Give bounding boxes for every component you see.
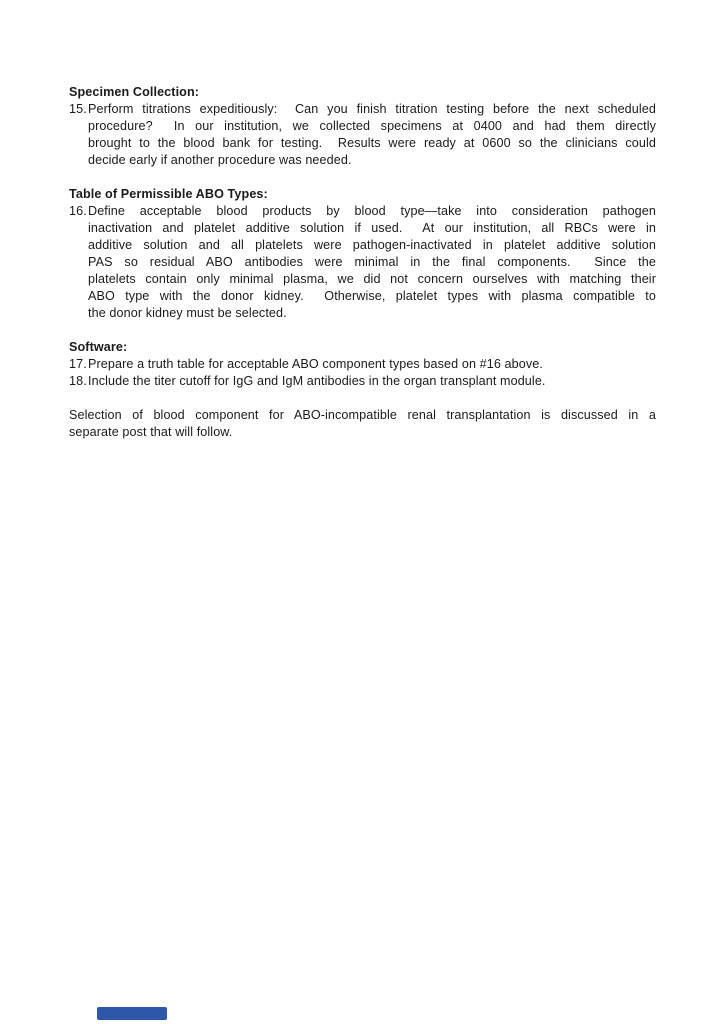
item-number: 18. (69, 374, 87, 388)
document-body (69, 84, 656, 441)
text-line: brought to the blood bank for testing. Results were ready at 0600 so the clinicians could (88, 136, 656, 150)
item-number: 17. (69, 357, 87, 371)
list-item (69, 373, 656, 390)
text-line: procedure? In our institution, we collected specimens at 0400 and had them directly (88, 119, 656, 133)
list-item (69, 356, 656, 373)
item-number: 16. (69, 204, 87, 218)
text-line: Prepare a truth table for acceptable ABO component types based on #16 above. (88, 357, 543, 371)
text-line: Include the titer cutoff for IgG and IgM antibodies in the organ transplant module. (88, 374, 546, 388)
section-heading: Table of Permissible ABO Types: (69, 187, 268, 201)
text-line: separate post that will follow. (69, 425, 233, 439)
text-line: Perform titrations expeditiously: Can you finish titration testing before the next scheduled (88, 102, 656, 116)
text-line: inactivation and platelet additive solution if used. At our institution, all RBCs were in (88, 221, 656, 235)
section-heading: Software: (69, 340, 128, 354)
text-line: additive solution and all platelets were pathogen-inactivated in platelet additive solution (88, 238, 656, 252)
section-gap (69, 390, 656, 407)
text-line: ABO type with the donor kidney. Otherwise, platelet types with plasma compatible to (88, 289, 656, 303)
section-gap (69, 322, 656, 339)
text-line: Selection of blood component for ABO-incompatible renal transplantation is discussed in a (69, 408, 656, 422)
text-line: the donor kidney must be selected. (88, 306, 287, 320)
section-heading: Specimen Collection: (69, 85, 200, 99)
list-item (69, 101, 656, 169)
section-gap (69, 169, 656, 186)
text-line: decide early if another procedure was needed. (88, 153, 352, 167)
text-line: platelets contain only minimal plasma, we did not concern ourselves with matching their (88, 272, 656, 286)
text-line: PAS so residual ABO antibodies were minimal in the final components. Since the (88, 255, 656, 269)
list-item (69, 203, 656, 322)
text-line: Define acceptable blood products by blood type—take into consideration pathogen (88, 204, 656, 218)
item-number: 15. (69, 102, 87, 116)
closing-paragraph (69, 407, 656, 441)
footer-highlight-bar (97, 1007, 167, 1020)
